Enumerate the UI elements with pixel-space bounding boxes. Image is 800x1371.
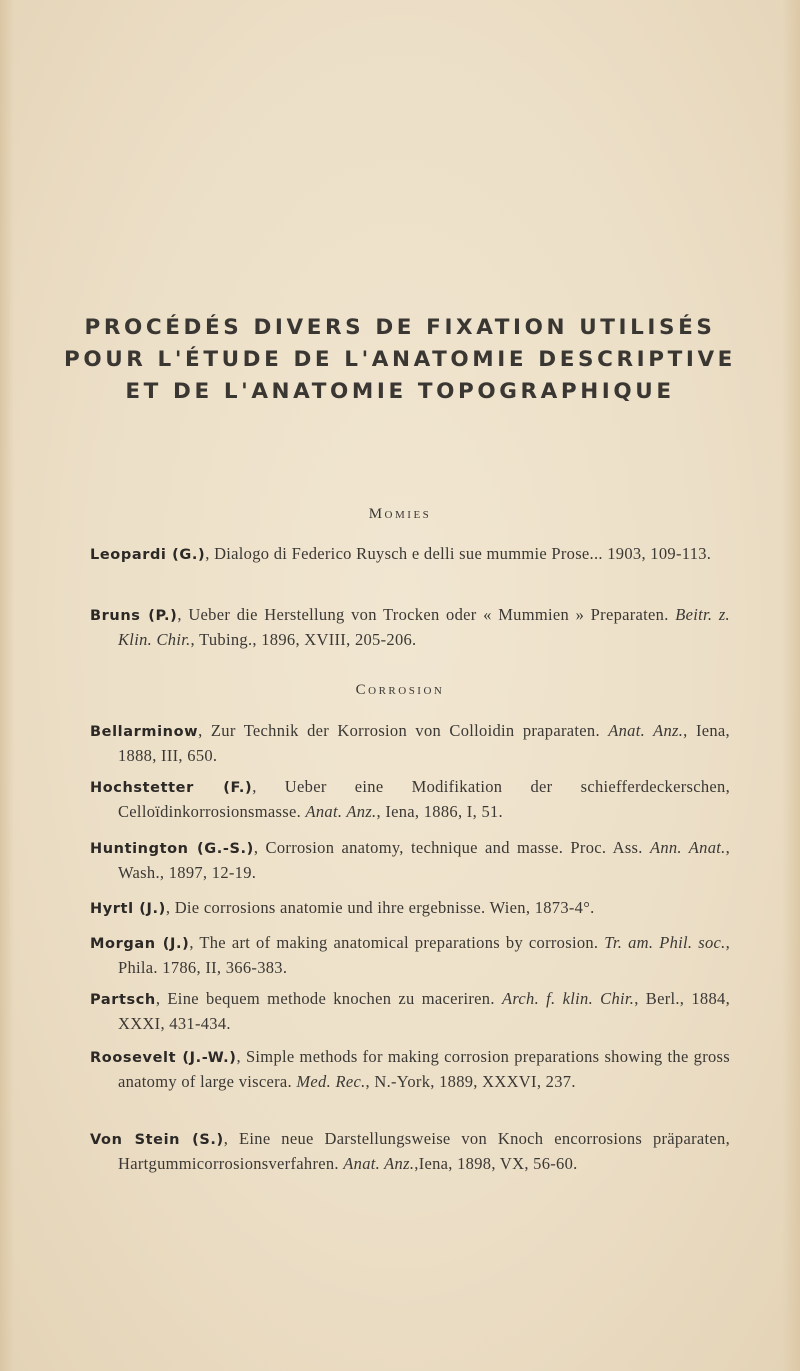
entry-text-end: , Phila. 1786, II, 366-383. xyxy=(118,933,730,977)
entry-journal: Ann. Anat. xyxy=(649,838,726,857)
entry-author: Huntington (G.-S.) xyxy=(90,841,254,857)
entry-journal: Anat. Anz. xyxy=(608,721,684,740)
title-line-2: POUR L'ÉTUDE DE L'ANATOMIE DESCRIPTIVE xyxy=(64,347,736,372)
entry-text: , Simple methods for making corrosion preparations showing the gross anatomy of large viscera. xyxy=(118,1047,730,1091)
entry-author: Bellarminow xyxy=(90,724,199,740)
bibliography-entry xyxy=(90,836,730,884)
entry-text-end: , Wash., 1897, 12-19. xyxy=(118,838,730,882)
entry-text: , Ueber eine Modifikation der schiefferdeckerschen, Celloïdinkorrosionsmasse. xyxy=(118,777,730,821)
entry-text-end: , Iena, 1886, I, 51. xyxy=(376,802,503,821)
entry-author: Partsch xyxy=(90,992,156,1008)
page-title xyxy=(0,312,800,408)
section-heading-momies: Momies xyxy=(368,506,432,522)
entry-journal: Anat. Anz. xyxy=(305,802,377,821)
bibliography-entry xyxy=(90,987,730,1035)
entry-author: Bruns (P.) xyxy=(90,608,178,624)
bibliography-entry xyxy=(90,719,730,767)
bibliography-entry xyxy=(90,542,730,567)
entry-author: Hyrtl (J.) xyxy=(90,901,166,917)
entry-text: , Eine neue Darstellungsweise von Knoch encorrosions präparaten, Hartgummicorrosionsverfahren. xyxy=(118,1129,730,1173)
bibliography-entry xyxy=(90,896,730,921)
entry-text: , Ueber die Herstellung von Trocken oder « Mummien » Preparaten. xyxy=(177,605,676,624)
entry-journal: Anat. Anz. xyxy=(343,1154,415,1173)
entry-journal: Tr. am. Phil. soc. xyxy=(604,933,726,952)
bibliography-entry xyxy=(90,1127,730,1175)
entry-author: Morgan (J.) xyxy=(90,936,190,952)
title-line-3: ET DE L'ANATOMIE TOPOGRAPHIQUE xyxy=(125,379,675,404)
bibliography-entry xyxy=(90,1045,730,1093)
title-line-1: PROCÉDÉS DIVERS DE FIXATION UTILISÉS xyxy=(84,315,716,340)
entry-text-end: , Berl., 1884, XXXI, 431-434. xyxy=(118,989,731,1033)
entry-text-end: ,Iena, 1898, VX, 56-60. xyxy=(414,1154,578,1173)
entry-text: , Zur Technik der Korrosion von Colloidin praparaten. xyxy=(198,721,609,740)
entry-text-end: , Iena, 1888, III, 650. xyxy=(118,721,730,765)
bibliography-entry xyxy=(90,603,730,651)
entry-text-end: , Tubing., 1896, XVIII, 205-206. xyxy=(190,630,417,649)
entry-journal: Med. Rec. xyxy=(296,1072,366,1091)
entry-text: , Die corrosions anatomie und ihre ergebnisse. Wien, 1873-4°. xyxy=(165,898,595,917)
entry-text-end: , N.-York, 1889, XXXVI, 237. xyxy=(365,1072,576,1091)
entry-journal: Beitr. z. Klin. Chir. xyxy=(118,605,730,649)
section-heading-corrosion: Corrosion xyxy=(355,682,445,698)
entry-author: Leopardi (G.) xyxy=(90,547,206,563)
entry-text: , Dialogo di Federico Ruysch e delli sue mummie Prose... 1903, 109-113. xyxy=(205,544,712,563)
entry-author: Von Stein (S.) xyxy=(90,1132,224,1148)
bibliography-entry xyxy=(90,931,730,979)
bibliography-entry xyxy=(90,775,730,823)
entry-text: , The art of making anatomical preparations by corrosion. xyxy=(189,933,605,952)
entry-journal: Arch. f. klin. Chir. xyxy=(501,989,635,1008)
entry-text: , Eine bequem methode knochen zu maceriren. xyxy=(155,989,502,1008)
entry-author: Roosevelt (J.-W.) xyxy=(90,1050,237,1066)
entry-author: Hochstetter (F.) xyxy=(90,780,253,796)
entry-text: , Corrosion anatomy, technique and masse. Proc. Ass. xyxy=(253,838,650,857)
